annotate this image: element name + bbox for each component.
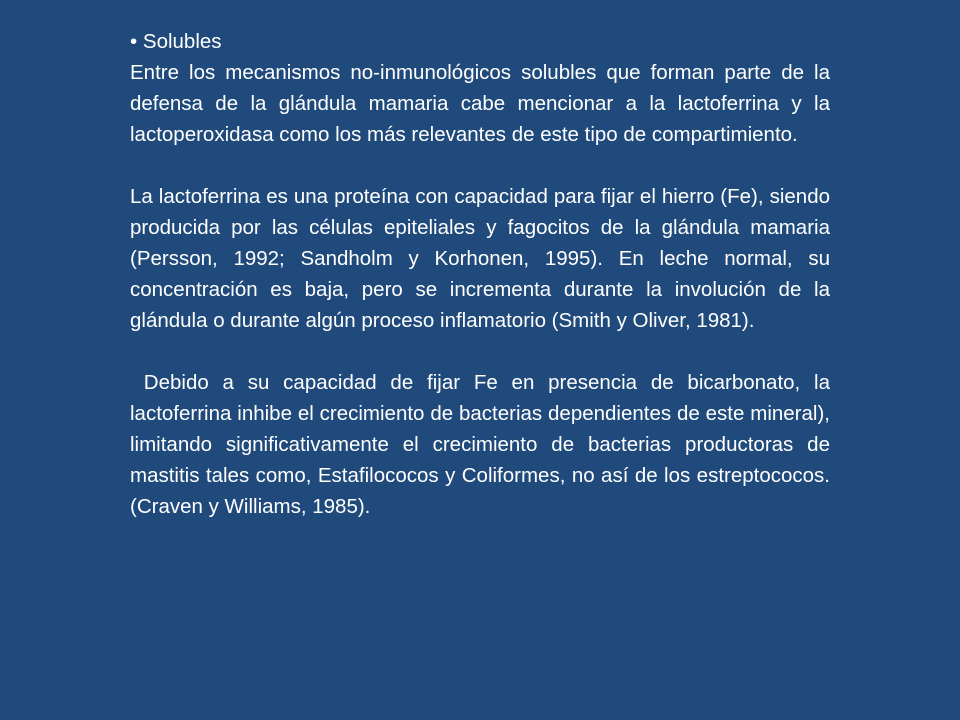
paragraph-1: Entre los mecanismos no-inmunológicos solubles que forman parte de la defensa de la glándula mamaria cabe mencionar a la lactoferrina y la lactoperoxidasa como los más relevantes de este tipo de compartimiento. [130,61,830,146]
paragraph-3: Debido a su capacidad de fijar Fe en presencia de bicarbonato, la lactoferrina inhibe el crecimiento de bacterias dependientes de este mineral), limitando significativamente el crecimiento de bacterias productoras de mastitis tales como, Estafilococos y Coliformes, no así de los estreptococos. (Craven y Williams, 1985). [130,371,836,518]
bullet-heading [130,26,830,57]
paragraph-2: La lactoferrina es una proteína con capacidad para fijar el hierro (Fe), siendo producida por las células epiteliales y fagocitos de la glándula mamaria (Persson, 1992; Sandholm y Korhonen, 1995). En leche normal, su concentración es baja, pero se incrementa durante la involución de la glándula o durante algún proceso inflamatorio (Smith y Oliver, 1981). [130,185,830,332]
paragraph-spacer [130,336,830,367]
slide-body [130,26,836,522]
bullet-marker: • [130,30,138,53]
heading-text: Solubles [142,30,222,53]
paragraph-spacer [130,150,830,181]
